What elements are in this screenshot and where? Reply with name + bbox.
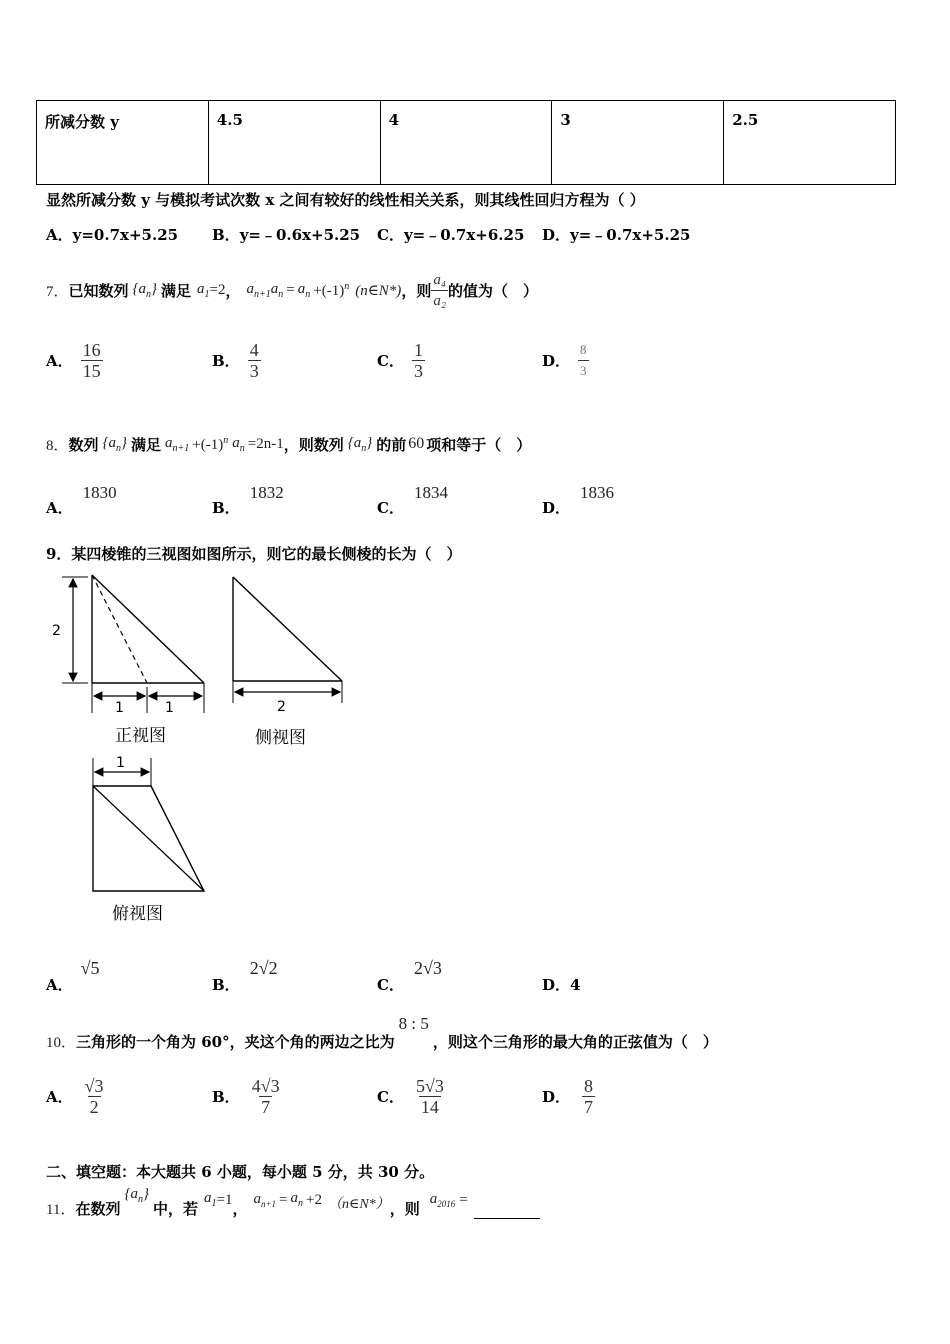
- table-row: [37, 101, 896, 185]
- q10-option-a: A． $\frac{√3}{2}$: [46, 1076, 104, 1117]
- q9-option-b: B． 2√2: [212, 958, 278, 994]
- q7-option-d: D． $\frac{8}{3}$: [542, 340, 589, 381]
- q10-option-d: D． $\frac{8}{7}$: [542, 1076, 594, 1117]
- score-table: [36, 100, 896, 185]
- top-caption: 俯视图: [112, 904, 163, 924]
- q9-option-a: A． √5: [46, 958, 100, 994]
- q6-option-b: B．y=﹣0.6x+5.25: [212, 226, 361, 244]
- top-width-label: 1: [116, 755, 125, 771]
- table-cell: 所减分数 y: [37, 101, 209, 185]
- front-height-label: 2: [52, 623, 61, 639]
- table-cell: 4: [380, 101, 552, 185]
- q8-option-d: D．1836: [542, 483, 615, 517]
- side-width-label: 2: [277, 699, 286, 715]
- q8-option-c: C．1834: [377, 483, 448, 517]
- front-view: [52, 575, 204, 746]
- q6-option-a: A．y=0.7x+5.25: [46, 226, 179, 244]
- q7-option-c: C． $\frac{1}{3}$: [377, 340, 423, 381]
- section-title: 二、填空题：本大题共 6 小题，每小题 5 分，共 30 分。: [46, 1163, 435, 1181]
- q11-stem: 11． 在数列 $\{a_n\}$ 中，若 $a_1$ =1 ， $a_{n+1}$ = $a_n$ +2 （n∈N*） ，则 $a_{2016}$ =: [46, 1185, 540, 1219]
- q6-option-d: D．y=﹣0.7x+5.25: [542, 226, 691, 244]
- q8-option-a: A．1830: [46, 483, 117, 517]
- top-view: [93, 755, 204, 924]
- q9-stem: 9．某四棱锥的三视图如图所示，则它的最长侧棱的长为（ ）: [46, 545, 462, 563]
- q7-option-a: A． $\frac{16}{15}$: [46, 340, 101, 381]
- table-cell: 2.5: [724, 101, 896, 185]
- table-cell: 3: [552, 101, 724, 185]
- q6-option-c: C．y=﹣0.7x+6.25: [377, 226, 525, 244]
- q9-option-c: C． 2√3: [377, 958, 442, 994]
- table-cell: 4.5: [208, 101, 380, 185]
- q9-option-d: D．4: [542, 976, 581, 994]
- q10-stem: 10． 三角形的一个角为 60°，夹这个角的两边之比为 8 : 5 ，则这个三角形的最大角的正弦值为（ ）: [46, 1014, 718, 1051]
- three-view-figure: [40, 565, 360, 930]
- front-left-label: 1: [115, 700, 124, 716]
- q7-option-b: B． $\frac{4}{3}$: [212, 340, 259, 381]
- answer-blank[interactable]: [474, 1204, 540, 1219]
- q8-option-b: B．1832: [212, 483, 284, 517]
- side-view: [233, 577, 342, 748]
- q10-option-c: C． $\frac{5√3}{14}$: [377, 1076, 444, 1117]
- front-right-label: 1: [165, 700, 174, 716]
- front-caption: 正视图: [115, 726, 166, 746]
- q10-option-b: B． $\frac{4√3}{7}$: [212, 1076, 280, 1117]
- q6-stem: 显然所减分数 y 与模拟考试次数 x 之间有较好的线性相关关系，则其线性回归方程为（ ）: [46, 191, 645, 209]
- q8-stem: 8． 数列 $\{a_n\}$ 满足 $a_{n+1}$ $+(-1)^n$ $a_n$ =2n-1 ，则数列 $\{a_n\}$ 的前 60 项和等于（ ）: [46, 434, 532, 454]
- q7-stem: 7． 已知数列 $\{a_n\}$ 满足 $a_1$ =2 ， $a_{n+1}a_n$ = $a_n$ $+(-1)^n$ (n∈N*) ，则 $\frac{\text{a₄}}{\text{a₂}}$ 的值为（ ）: [46, 271, 539, 309]
- side-caption: 侧视图: [255, 728, 306, 748]
